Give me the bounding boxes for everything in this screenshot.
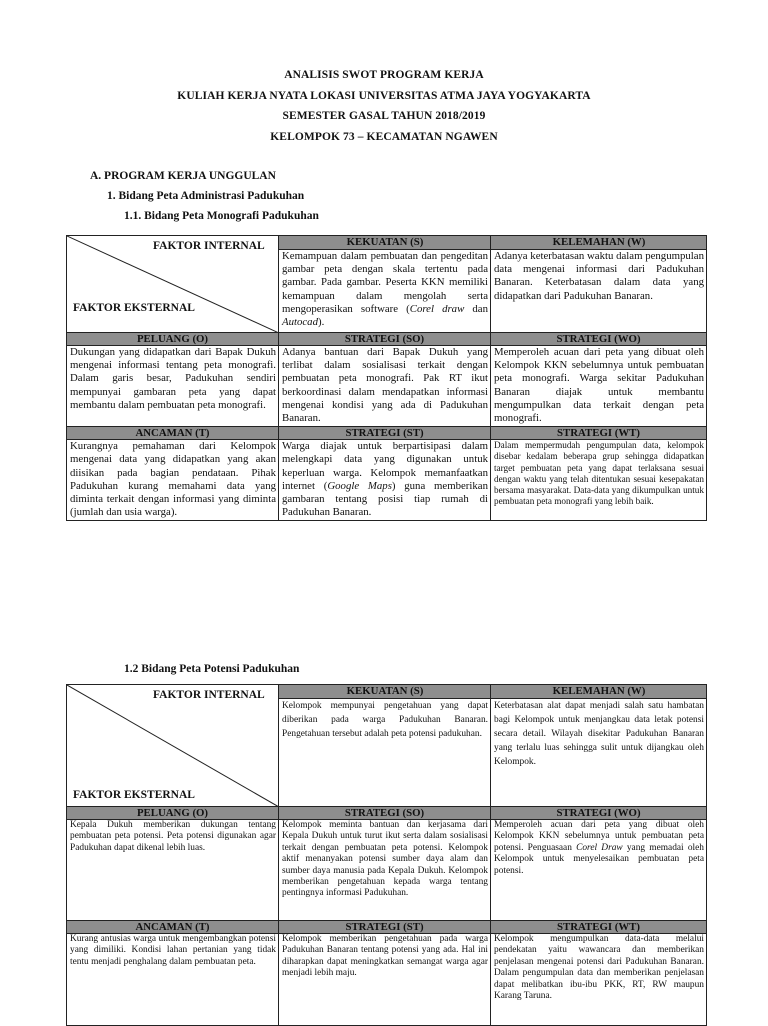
strategi-so-cell-2: Kelompok meminta bantuan dan kerjasama dari Kepala Dukuh untuk turut ikut serta dalam sosialisasi terkait dengan pembuatan peta potensi. Kelompok aktif menanyakan potensi sumber daya alam dan sumber daya manusia pada Kepala Dukuh. Kelompok memberikan pengetahuan kepada warga tentang pentingnya informasi Padukuhan.: [279, 820, 491, 921]
faktor-internal-label-2: FAKTOR INTERNAL: [153, 689, 265, 701]
ancaman-cell-2: Kurang antusias warga untuk mengembangkan potensi yang dimiliki. Kondisi lahan pertanian yang tidak tentu menjadi penghalang dalam pembuatan peta.: [67, 934, 279, 1026]
strategi-wo-cell-2: Memperoleh acuan dari peta yang dibuat oleh Kelompok KKN sebelumnya untuk pembuatan peta potensi. Penguasaan Corel Draw yang memadai oleh Kelompok untuk menyelesaikan pembuatan peta potensi.: [491, 820, 707, 921]
strategi-wt-cell: Dalam mempermudah pengumpulan data, kelompok disebar kedalam beberapa grup sehingga didapatkan target pembuatan peta yang dapat terlaksana sesuai dengan waktu yang telah ditentukan sesuai kesepakatan bersama masyarakat. Data-data yang dikumpulkan untuk pembuatan peta monografi yang lebih baik.: [491, 440, 707, 521]
strategi-st-cell: Warga diajak untuk berpartisipasi dalam melengkapi data yang digunakan untuk keperluan warga. Kelompok memanfaatkan internet (Google Maps) guna memberikan gambaran tentang posisi tiap rumah di Padukuhan Banaran.: [279, 440, 491, 521]
kelemahan-header-2: KELEMAHAN (W): [491, 685, 707, 699]
peluang-header: PELUANG (O): [67, 333, 279, 346]
doc-title: ANALISIS SWOT PROGRAM KERJA: [284, 69, 484, 81]
kelemahan-cell-2: Keterbatasan alat dapat menjadi salah satu hambatan bagi Kelompok untuk menjangkau data letak potensi secara detail. Wilayah disekitar Padukuhan Banaran yang terlalu luas sehingga sulit untuk dijangkau oleh Kelompok.: [491, 699, 707, 807]
swot-table-potensi: [66, 684, 707, 1026]
ancaman-header: ANCAMAN (T): [67, 427, 279, 440]
kelemahan-header: KELEMAHAN (W): [491, 236, 707, 250]
strategi-wt-header: STRATEGI (WT): [491, 427, 707, 440]
faktor-internal-label: FAKTOR INTERNAL: [153, 240, 265, 252]
kekuatan-cell-2: Kelompok mempunyai pengetahuan yang dapat diberikan pada warga Padukuhan Banaran. Pengetahuan tersebut adalah peta potensi padukuhan.: [279, 699, 491, 807]
doc-semester: SEMESTER GASAL TAHUN 2018/2019: [282, 110, 486, 122]
strategi-wt-cell-2: Kelompok mengumpulkan data-data melalui pendekatan yaitu wawancara dan memberikan penjelasan mengenai potensi dari Padukuhan Banaran. Dalam pengumpulan data dan memberikan penjelasan dapat melibatkan ibu-ibu PKK, RT, RW maupun Karang Taruna.: [491, 934, 707, 1026]
peluang-cell-2: Kepala Dukuh memberikan dukungan tentang pembuatan peta potensi. Peta potensi digunakan agar Padukuhan dapat dikenal lebih luas.: [67, 820, 279, 921]
subsection-heading: 1. Bidang Peta Administrasi Padukuhan: [107, 190, 305, 202]
peluang-header-2: PELUANG (O): [67, 807, 279, 820]
ancaman-cell: Kurangnya pemahaman dari Kelompok mengenai data yang didapatkan yang akan diisikan pada bagian pendataan. Pihak Padukuhan kurang memahami data yang diminta terkait dengan informasi yang diminta (jumlah dan usia warga).: [67, 440, 279, 521]
kekuatan-cell: Kemampuan dalam pembuatan dan pengeditan gambar peta dengan skala tertentu pada gambar. Pada gambar. Peserta KKN memiliki kemampuan dalam mengolah serta mengoperasikan software (Corel draw dan Autocad).: [279, 250, 491, 333]
kelemahan-cell: Adanya keterbatasan waktu dalam pengumpulan data mengenai informasi dari Padukuhan Banaran. Keterbatasan dalam data yang didapatkan dari Padukuhan Banaran.: [491, 250, 707, 333]
kekuatan-header: KEKUATAN (S): [279, 236, 491, 250]
ancaman-header-2: ANCAMAN (T): [67, 921, 279, 934]
strategi-wo-cell: Memperoleh acuan dari peta yang dibuat oleh Kelompok KKN sebelumnya untuk pembuatan peta monografi. Warga sekitar Padukuhan Banaran diajak untuk membantu mengumpulkan data terkait dengan peta monografi.: [491, 346, 707, 427]
strategi-so-cell: Adanya bantuan dari Bapak Dukuh yang terlibat dalam sosialisasi terkait dengan pembuatan peta monografi. Pak RT ikut berkoordinasi dalam mendapatkan informasi mengenai kondisi yang ada di Padukuhan Banaran.: [279, 346, 491, 427]
subsubsection-heading-2: 1.2 Bidang Peta Potensi Padukuhan: [124, 663, 300, 675]
strategi-st-header-2: STRATEGI (ST): [279, 921, 491, 934]
strategi-so-header: STRATEGI (SO): [279, 333, 491, 346]
swot-table-monografi: [66, 235, 707, 521]
peluang-cell: Dukungan yang didapatkan dari Bapak Dukuh mengenai informasi tentang peta monografi. Dalam garis besar, Padukuhan sendiri mempunyai gambaran peta yang dapat membantu dalam pembuatan peta monografi.: [67, 346, 279, 427]
subsubsection-heading: 1.1. Bidang Peta Monografi Padukuhan: [124, 210, 319, 222]
kekuatan-header-2: KEKUATAN (S): [279, 685, 491, 699]
strategi-wo-header: STRATEGI (WO): [491, 333, 707, 346]
doc-subtitle: KULIAH KERJA NYATA LOKASI UNIVERSITAS ATMA JAYA YOGYAKARTA: [177, 90, 591, 102]
corner-cell-2: [67, 685, 279, 807]
faktor-eksternal-label: FAKTOR EKSTERNAL: [73, 302, 195, 314]
strategi-wo-header-2: STRATEGI (WO): [491, 807, 707, 820]
strategi-st-header: STRATEGI (ST): [279, 427, 491, 440]
section-heading: A. PROGRAM KERJA UNGGULAN: [90, 170, 276, 182]
strategi-so-header-2: STRATEGI (SO): [279, 807, 491, 820]
strategi-wt-header-2: STRATEGI (WT): [491, 921, 707, 934]
strategi-st-cell-2: Kelompok memberikan pengetahuan pada warga Padukuhan Banaran tentang potensi yang ada. Hal ini diharapkan dapat meningkatkan semangat warga agar menjadi lebih maju.: [279, 934, 491, 1026]
faktor-eksternal-label-2: FAKTOR EKSTERNAL: [73, 789, 195, 801]
corner-cell: [67, 236, 279, 333]
doc-group: KELOMPOK 73 – KECAMATAN NGAWEN: [270, 131, 498, 143]
